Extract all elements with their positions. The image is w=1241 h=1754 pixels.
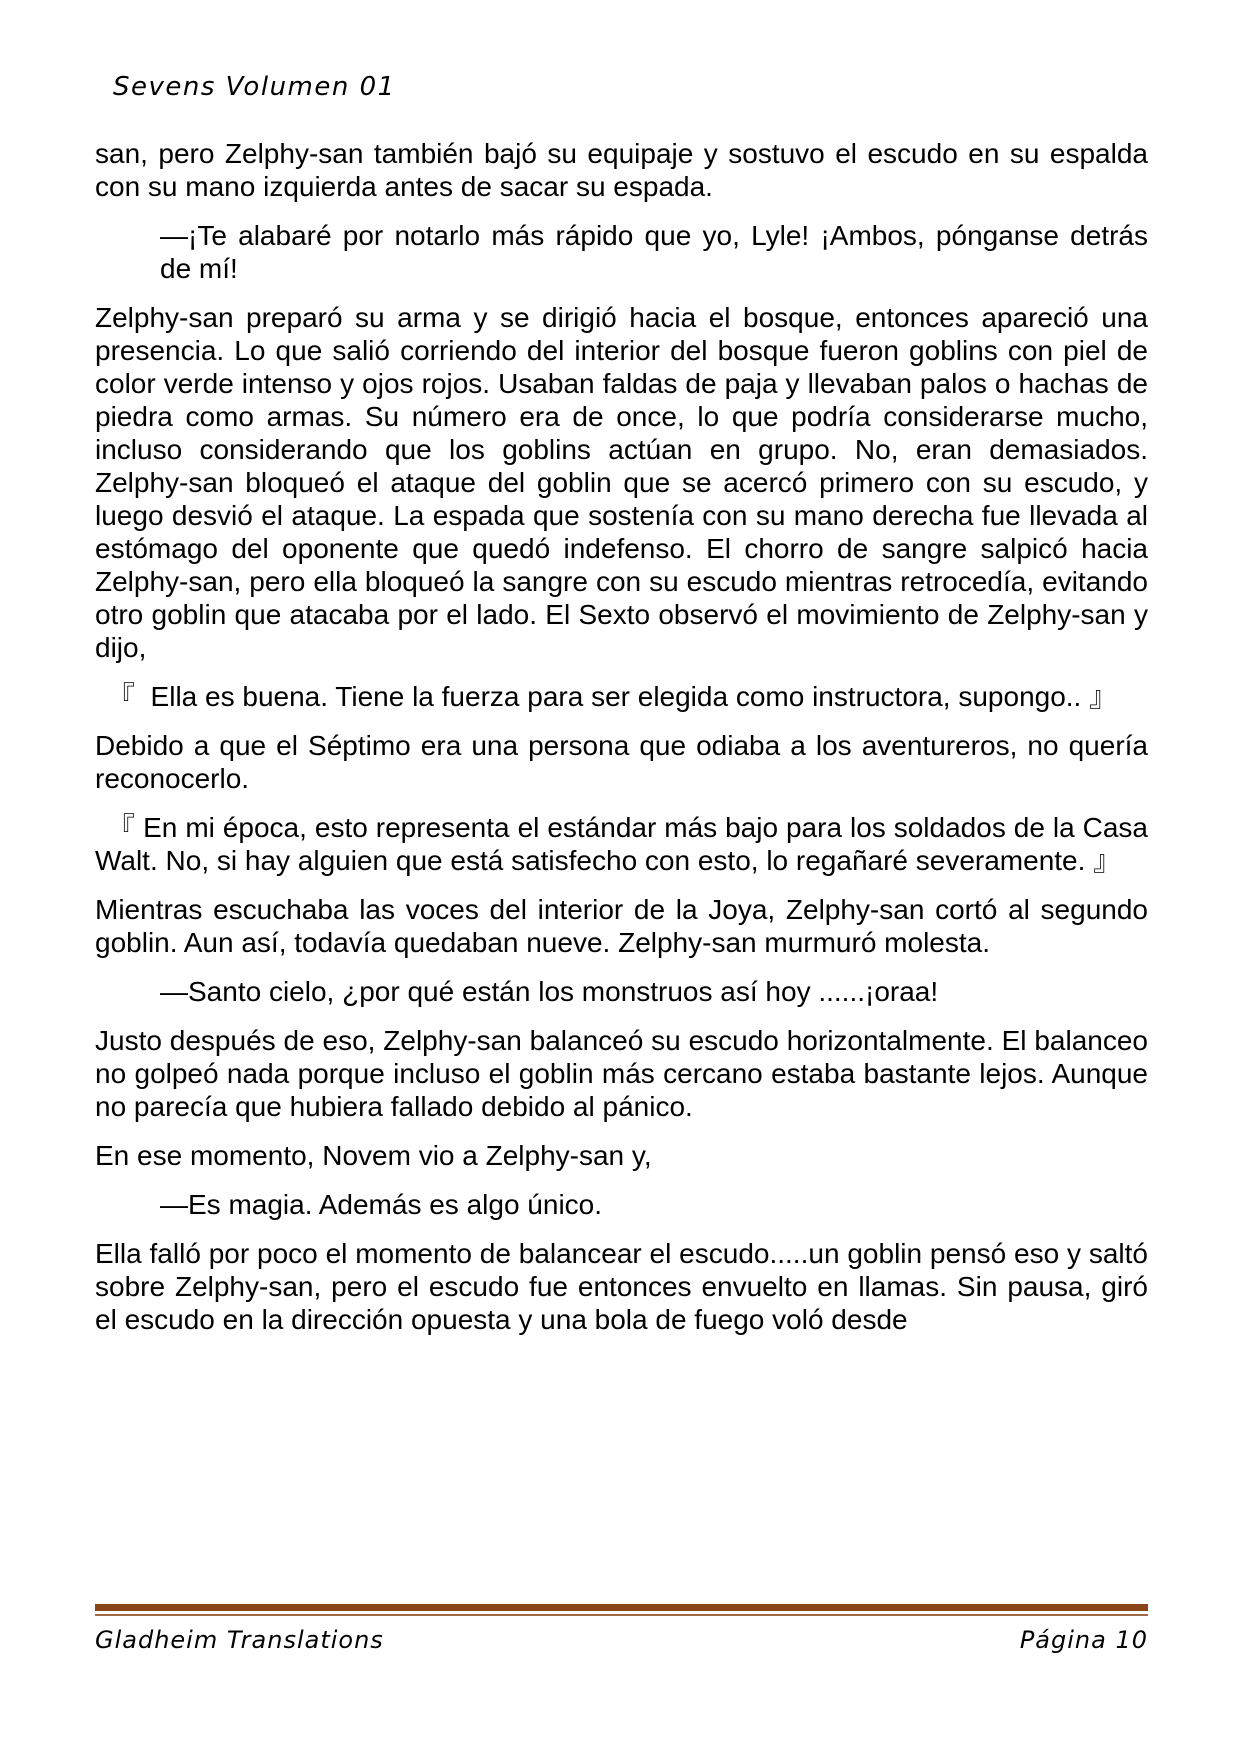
paragraph: —Santo cielo, ¿por qué están los monstruos así hoy ......¡oraa! (160, 976, 939, 1007)
footer-page-number: Página 10 (1019, 1626, 1148, 1654)
page-footer (95, 1604, 1148, 1654)
paragraph: —Es magia. Además es algo único. (160, 1189, 603, 1220)
document-body (95, 137, 1148, 1352)
page-header (95, 72, 1148, 102)
paragraph: san, pero Zelphy-san también bajó su equipaje y sostuvo el escudo en su espalda con su mano izquierda antes de sacar su espada. (95, 138, 1148, 202)
paragraph: Justo después de eso, Zelphy-san balanceó su escudo horizontalmente. El balanceo no golpeó nada porque incluso el goblin más cercano estaba bastante lejos. Aunque no parecía que hubiera fallado debido al pánico. (95, 1025, 1148, 1122)
footer-rule-thick (95, 1604, 1148, 1611)
footer-translator-credit: Gladheim Translations (95, 1626, 384, 1654)
paragraph: En ese momento, Novem vio a Zelphy-san y, (95, 1140, 652, 1171)
footer-text-row (95, 1626, 1148, 1654)
paragraph: Ella falló por poco el momento de balancear el escudo.....un goblin pensó eso y saltó sobre Zelphy-san, pero el escudo fue entonces envuelto en llamas. Sin pausa, giró el escudo en la dirección opuesta y una bola de fuego voló desde (95, 1238, 1148, 1335)
paragraph: Debido a que el Séptimo era una persona que odiaba a los aventureros, no quería reconocerlo. (95, 730, 1148, 794)
page-title: Sevens Volumen 01 (113, 72, 396, 102)
paragraph: 『 Ella es buena. Tiene la fuerza para ser elegida como instructora, supongo.. 』 (107, 681, 1118, 712)
paragraph: Zelphy-san preparó su arma y se dirigió hacia el bosque, entonces apareció una presencia. Lo que salió corriendo del interior del bosque fueron goblins con piel de color verde intenso y ojos rojos. Usaban faldas de paja y llevaban palos o hachas de piedra como armas. Su número era de once, lo que podría considerarse mucho, incluso considerando que los goblins actúan en grupo. No, eran demasiados. Zelphy-san bloqueó el ataque del goblin que se acercó primero con su escudo, y luego desvió el ataque. La espada que sostenía con su mano derecha fue llevada al estómago del oponente que quedó indefenso. El chorro de sangre salpicó hacia Zelphy-san, pero ella bloqueó la sangre con su escudo mientras retrocedía, evitando otro goblin que atacaba por el lado. El Sexto observó el movimiento de Zelphy-san y dijo, (95, 302, 1148, 663)
paragraph: Mientras escuchaba las voces del interior de la Joya, Zelphy-san cortó al segundo goblin. Aun así, todavía quedaban nueve. Zelphy-san murmuró molesta. (95, 894, 1148, 958)
paragraph: —¡Te alabaré por notarlo más rápido que yo, Lyle! ¡Ambos, pónganse detrás de mí! (160, 220, 1148, 284)
paragraph: 『 En mi época, esto representa el estándar más bajo para los soldados de la Casa Walt. No, si hay alguien que está satisfecho con esto, lo regañaré severamente. 』 (95, 812, 1148, 876)
footer-rule-thin (95, 1614, 1148, 1616)
